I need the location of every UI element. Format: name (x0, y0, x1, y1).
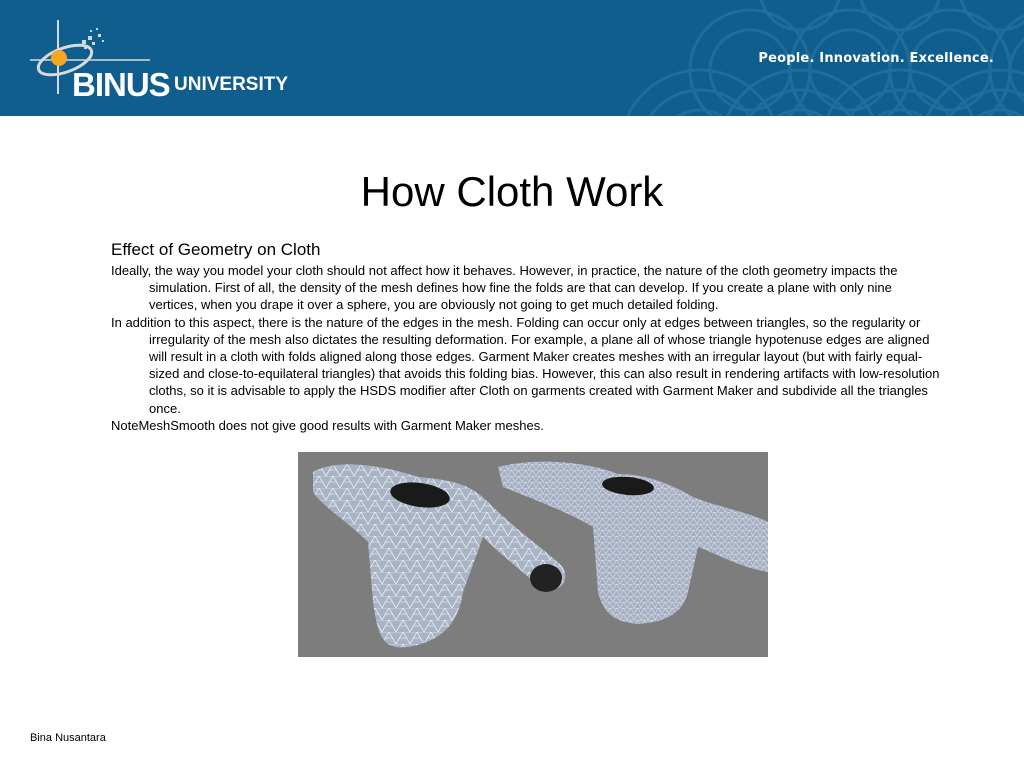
footer-text: Bina Nusantara (30, 732, 106, 744)
slide-body (111, 240, 941, 434)
header-tagline: People. Innovation. Excellence. (758, 51, 994, 66)
binus-logo[interactable] (20, 14, 310, 104)
section-subheading: Effect of Geometry on Cloth (111, 240, 321, 259)
cloth-mesh-figure (298, 452, 768, 657)
slide-title: How Cloth Work (360, 168, 664, 215)
sweater-mesh-illustration (298, 452, 768, 657)
logo-university-label: UNIVERSITY (174, 74, 289, 95)
logo-wordmark: BINUS (72, 66, 170, 103)
body-paragraph: Ideally, the way you model your cloth should not affect how it behaves. However, in practice, the nature of the cloth geometry impacts the simulation. First of all, the density of the mesh defines how fine the folds are that can develop. If you create a plane with only nine vertices, when you drape it over a sphere, you are obviously not going to get much detailed folding. (111, 263, 898, 313)
fine-mesh-sweater (498, 462, 768, 624)
header-banner (0, 0, 1024, 116)
body-paragraph: NoteMeshSmooth does not give good results with Garment Maker meshes. (111, 417, 544, 433)
body-paragraph: In addition to this aspect, there is the nature of the edges in the mesh. Folding can occur only at edges between triangles, so the regularity or irregularity of the mesh also dictates the resulting deformation. For example, a plane all of whose triangle hypotenuse edges are aligned will result in a cloth with folds aligned along those edges. Garment Maker creates meshes with an irregular layout (but with fairly equal-sized and close-to-equilateral triangles) that avoids this folding bias. However, this can also result in rendering artifacts with low-resolution cloths, so it is advisable to apply the HSDS modifier after Cloth on garments created with Garment Maker and subdivide all the triangles once. (111, 314, 940, 416)
